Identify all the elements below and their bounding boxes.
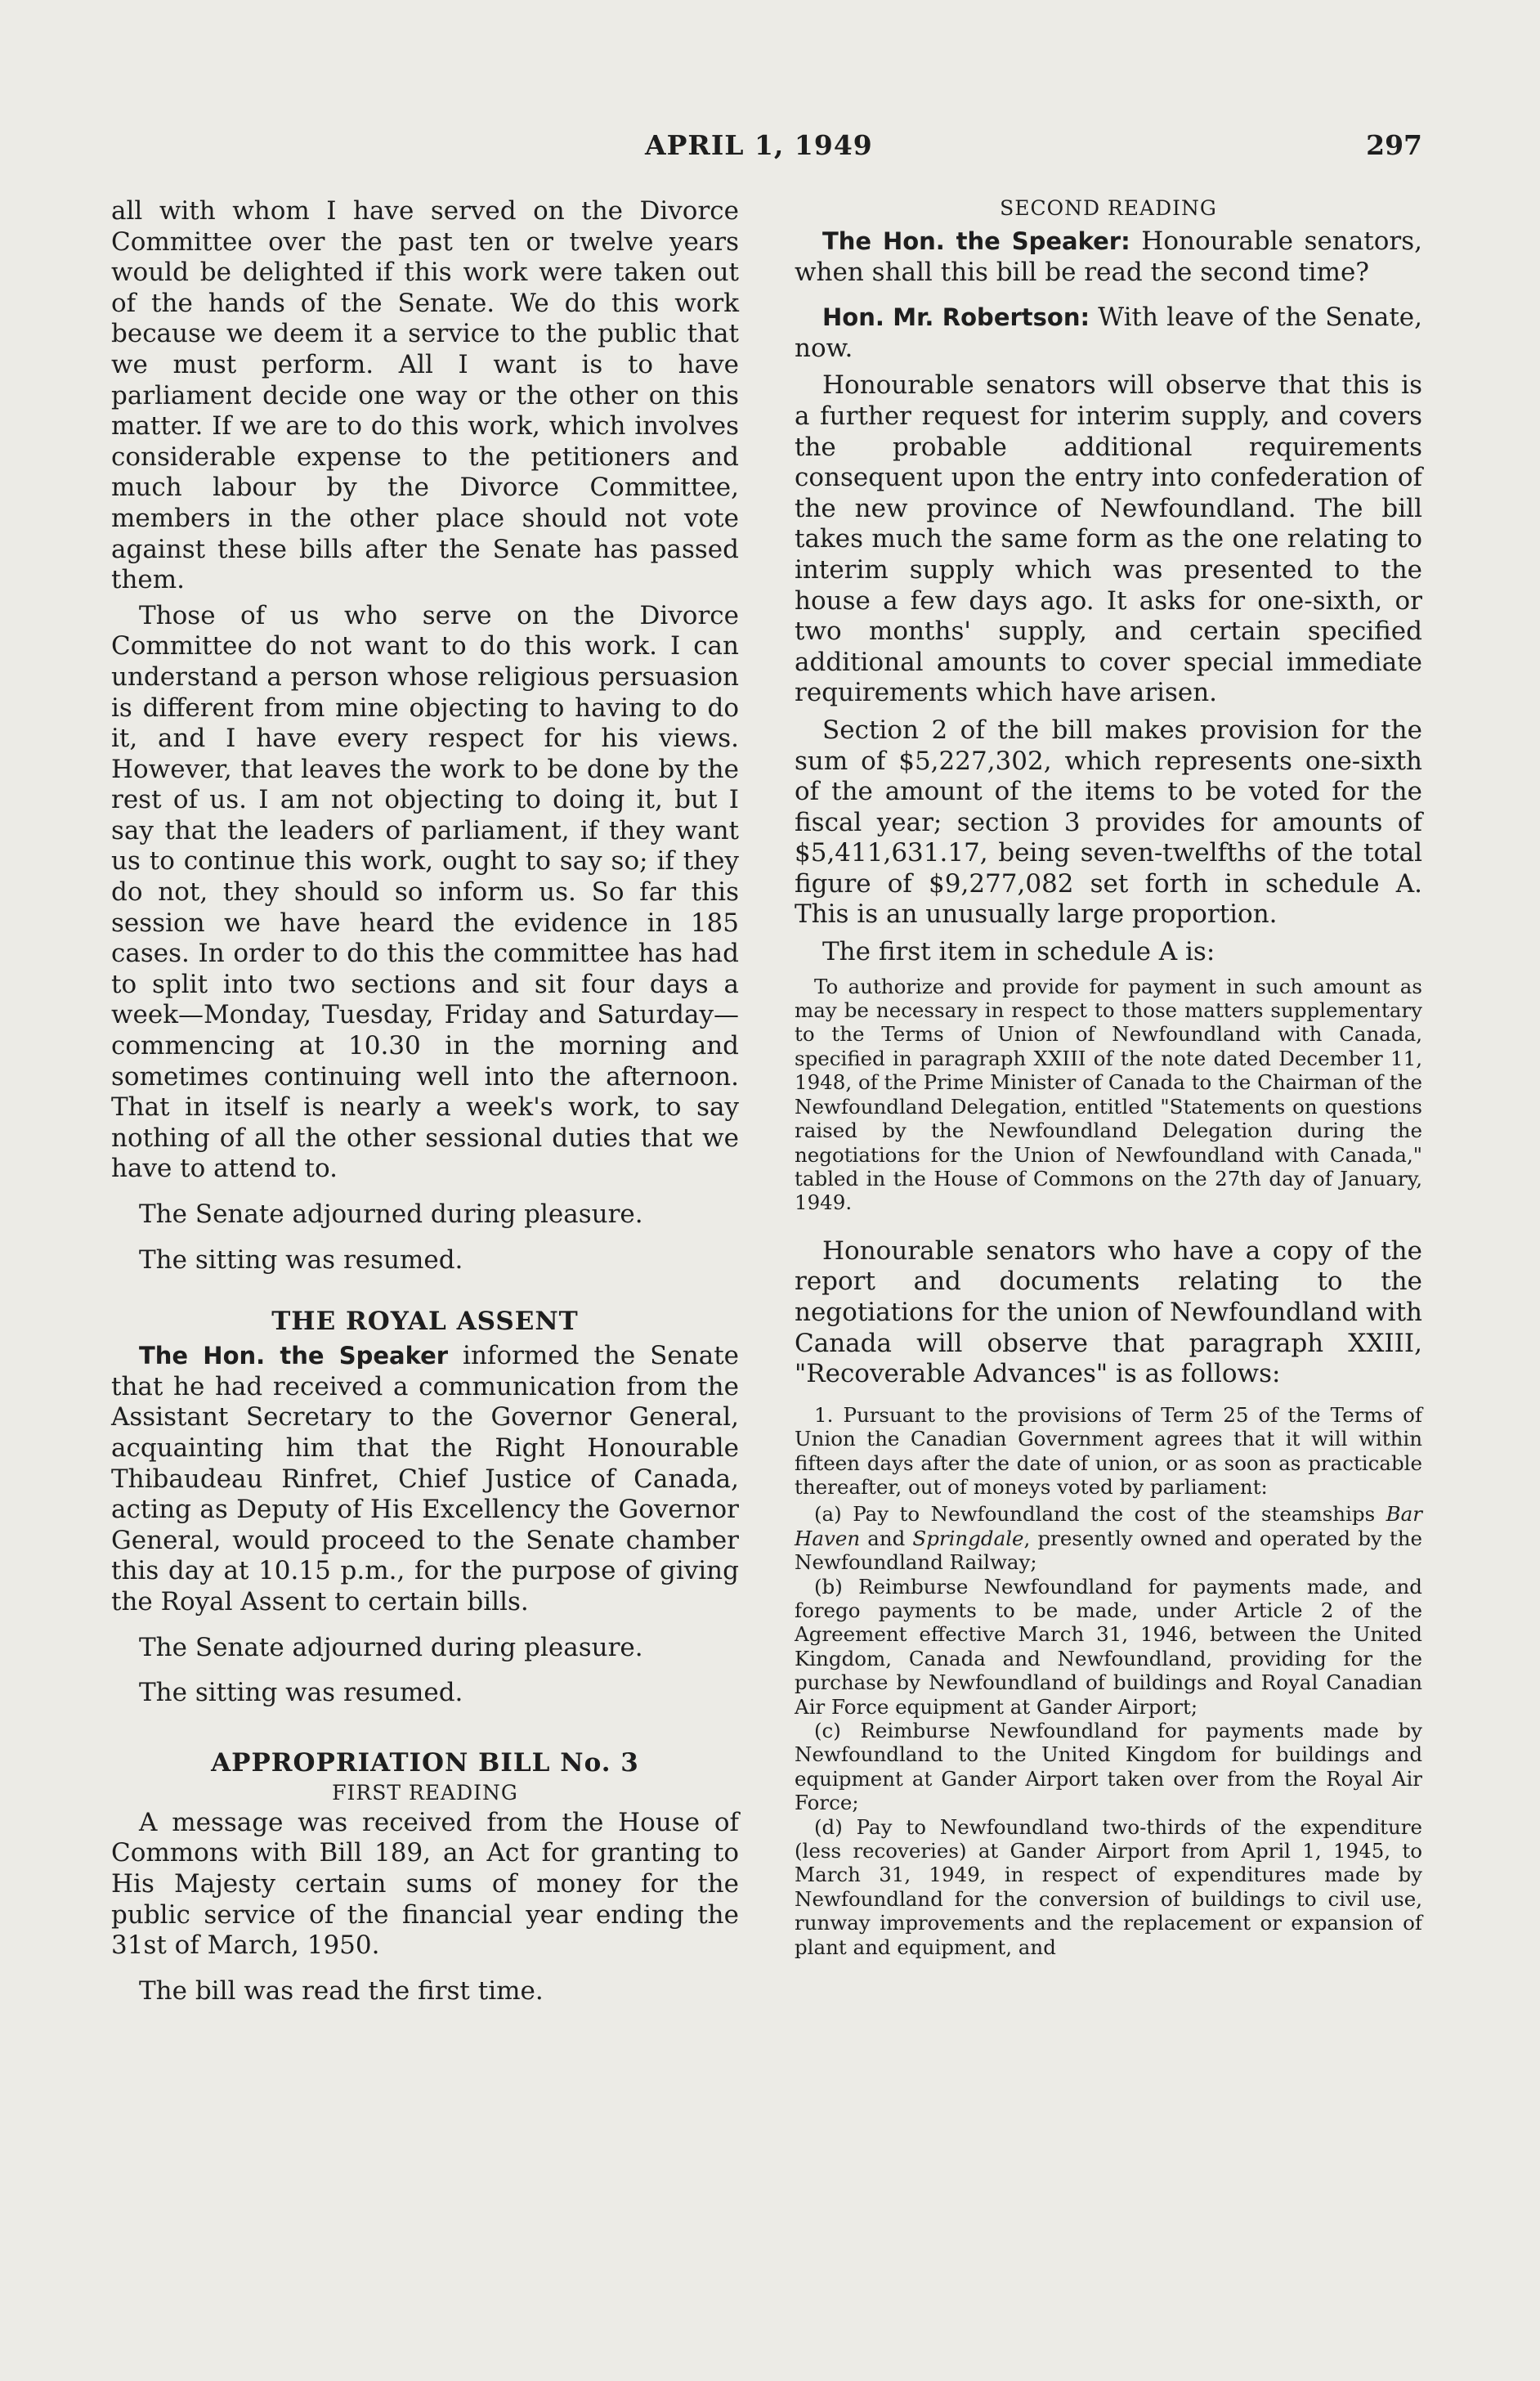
section-heading: THE ROYAL ASSENT: [271, 1307, 579, 1337]
speaker-name: The Hon. the Speaker:: [822, 227, 1130, 255]
paragraph-text: With leave of the Senate, now.: [795, 303, 1422, 363]
ship-name: Bar Haven: [795, 1502, 1422, 1550]
left-column: [111, 196, 739, 2007]
block-quote: To authorize and provide for payment in such amount as may be necessary in respect to those matters supplementary to the Terms of Union of Newfoundland with Canada, specified in paragraph XXIII of the note dated December 11, 1948, of the Prime Minister of Canada to the Chairman of the Newfoundland Delegation, entitled "Statements on questions raised by the Newfoundland Delegation during the negotiations for the Union of Newfoundland with Canada," tabled in the House of Commons on the 27th day of January, 1949.: [795, 974, 1422, 1215]
paragraph: The sitting was resumed.: [139, 1678, 463, 1708]
paragraph: Honourable senators who have a copy of the report and documents relating to the negotiations for the union of Newfoundland with Canada will observe that paragraph XXIII, "Recoverable Advances" is as follows:: [795, 1235, 1422, 1389]
paragraph: The Senate adjourned during pleasure.: [139, 1199, 643, 1229]
paragraph: [111, 1341, 739, 1617]
subheading: FIRST READING: [332, 1780, 518, 1805]
paragraph: The sitting was resumed.: [139, 1244, 463, 1275]
block-quote: 1. Pursuant to the provisions of Term 25 of the Terms of Union the Canadian Government agrees that it will within fifteen days after the date of union, or as soon as practicable thereafter, out of moneys voted by parliament:: [795, 1402, 1422, 1499]
block-quote-item: (b) Reimburse Newfoundland for payments made, and forego payments to be made, under Article 2 of the Agreement effective March 31, 1946, between the United Kingdom, Canada and Newfoundland, providing for the purchase by Newfoundland of buildings and Royal Canadian Air Force equipment at Gander Airport;: [795, 1574, 1422, 1719]
ship-name: Springdale: [912, 1526, 1024, 1550]
block-quote-item: (d) Pay to Newfoundland two-thirds of the expenditure (less recoveries) at Gander Airport from April 1, 1945, to March 31, 1949, in respect of expenditures made by Newfoundland for the conversion of buildings to civil use, runway improvements and the replacement or expansion of plant and equipment, and: [795, 1814, 1422, 1959]
speaker-name: Hon. Mr. Robertson:: [822, 303, 1090, 332]
paragraph: The Senate adjourned during pleasure.: [139, 1632, 643, 1662]
paragraph: [795, 226, 1422, 288]
paragraph: Those of us who serve on the Divorce Committee do not want to do this work. I can understand a person whose religious persuasion is different from mine objecting to having to do it, and I have every respect for his views. However, that leaves the work to be done by the rest of us. I am not objecting to doing it, but I say that the leaders of parliament, if they want us to continue this work, ought to say so; if they do not, they should so inform us. So far this session we have heard the evidence in 185 cases. In order to do this the committee has had to split into two sections and sit four days a week—Monday, Tuesday, Friday and Saturday—commencing at 10.30 in the morning and sometimes continuing well into the afternoon. That in itself is nearly a week's work, to say nothing of all the other sessional duties that we have to attend to.: [111, 600, 739, 1184]
quote-text: , presently owned and operated by the Newfoundland Railway;: [795, 1526, 1422, 1575]
section-heading: APPROPRIATION BILL No. 3: [211, 1747, 639, 1778]
paragraph: A message was received from the House of Commons with Bill 189, an Act for granting to His Majesty certain sums of money for the public service of the financial year ending the 31st of March, 1950.: [111, 1807, 739, 1961]
paragraph: [795, 303, 1422, 364]
page-number: 297: [1366, 129, 1422, 161]
paragraph: The bill was read the first time.: [139, 1975, 544, 2006]
speaker-name: The Hon. the Speaker: [139, 1342, 449, 1370]
quote-text: (a) Pay to Newfoundland the cost of the steamships: [814, 1502, 1386, 1527]
paragraph: all with whom I have served on the Divorce Committee over the past ten or twelve years would be delighted if this work were taken out of the hands of the Senate. We do this work because we deem it a service to the public that we must perform. All I want is to have parliament decide one way or the other on this matter. If we are to do this work, which involves considerable expense to the petitioners and much labour by the Divorce Committee, members in the other place should not vote against these bills after the Senate has passed them.: [111, 196, 739, 595]
paragraph-text: informed the Senate that he had received a communication from the Assistant Secretary to the Governor General, acquainting him that the Right Honourable Thibaudeau Rinfret, Chief Justice of Canada, acting as Deputy of His Excellency the Governor General, would proceed to the Senate chamber this day at 10.15 p.m., for the purpose of giving the Royal Assent to certain bills.: [111, 1341, 739, 1616]
running-head: [0, 129, 1540, 162]
block-quote-item: [795, 1502, 1422, 1574]
paragraph: Section 2 of the bill makes provision for the sum of $5,227,302, which represents one-sixth of the amount of the items to be voted for the fiscal year; section 3 provides for amounts of $5,411,631.17, being seven-twelfths of the total figure of $9,277,082 set forth in schedule A. This is an unusually large proportion.: [795, 715, 1422, 930]
right-column: [795, 196, 1422, 1959]
subheading: SECOND READING: [1000, 196, 1217, 220]
paragraph: The first item in schedule A is:: [822, 937, 1215, 967]
quote-text: and: [860, 1526, 913, 1550]
block-quote-item: (c) Reimburse Newfoundland for payments made by Newfoundland to the United Kingdom for buildings and equipment at Gander Airport taken over from the Royal Air Force;: [795, 1718, 1422, 1815]
header-date: APRIL 1, 1949: [645, 129, 873, 161]
paragraph: Honourable senators will observe that this is a further request for interim supply, and covers the probable additional requirements consequent upon the entry into confederation of the new province of Newfoundland. The bill takes much the same form as the one relating to interim supply which was presented to the house a few days ago. It asks for one-sixth, or two months' supply, and certain specified additional amounts to cover special immediate requirements which have arisen.: [795, 370, 1422, 708]
paragraph-text: Honourable senators, when shall this bill be read the second time?: [795, 226, 1423, 287]
